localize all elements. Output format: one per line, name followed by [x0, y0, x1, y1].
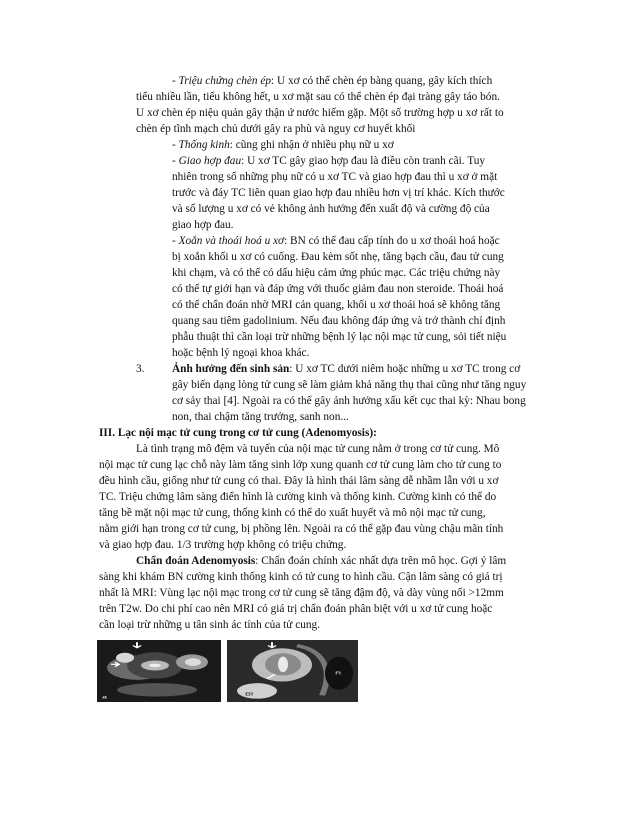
paragraph-line: có thể tự giới hạn và đáp ứng với thuốc giảm đau non steroide. Thoái hoá	[172, 283, 504, 295]
paragraph-line: - Xoắn và thoái hoá u xơ: BN có thể đau cấp tính do u xơ thoái hoá hoặc	[172, 235, 500, 247]
paragraph-line: có thể chẩn đoán nhờ MRI cản quang, khối u xơ thoái hoá sẽ không tăng	[172, 299, 501, 311]
paragraph-line: sàng khi khám BN cường kinh thống kinh có tử cung to hình cầu. Cận lâm sàng có giá trị	[99, 571, 503, 583]
list-number: 3.	[136, 363, 145, 375]
paragraph-line: khi chạm, và có thể có dấu hiệu cảm ứng phúc mạc. Các triệu chứng này	[172, 267, 501, 279]
paragraph-line: Là tình trạng mô đệm và tuyến của nội mạc tử cung nằm ở trong cơ tử cung. Mô	[136, 443, 500, 455]
paragraph-line: - Triệu chứng chèn ép: U xơ có thể chèn ép bàng quang, gây kích thích	[172, 75, 493, 87]
paragraph-line: TC. Triệu chứng lâm sàng điển hình là cường kinh và thống kinh. Cường kinh có thể do	[99, 491, 497, 503]
paragraph-line: gây biến dạng lòng tử cung sẽ làm giảm khả năng thụ thai cũng như tăng nguy	[172, 379, 527, 391]
section-heading: III. Lạc nội mạc tử cung trong cơ tử cung (Adenomyosis):	[99, 427, 377, 439]
paragraph-line: cơ sảy thai [4]. Ngoài ra có thể gây ảnh hưởng xấu kết cục thai kỳ: Nhau bong	[172, 395, 526, 407]
svg-text:Bl: Bl	[245, 690, 254, 697]
paragraph-line: nội mạc tử cung lạc chỗ này làm tăng sinh lớp xung quanh cơ tử cung làm cho tử cung to	[99, 459, 502, 471]
paragraph-line: U xơ chèn ép niệu quản gây thận ứ nước hiếm gặp. Một số trường hợp u xơ rất to	[136, 107, 504, 119]
paragraph-line: đều hình cầu, giống như tử cung có thai. Đây là hình thái lâm sàng dễ nhầm lẫn với u xơ	[99, 475, 499, 487]
paragraph-line: Ảnh hưởng đến sinh sản: U xơ TC dưới niêm hoặc những u xơ TC trong cơ	[172, 363, 521, 375]
paragraph-line: và giao hợp đau. 1/3 trường hợp không có triệu chứng.	[99, 539, 347, 551]
paragraph-line: phẫu thuật thì cần loại trừ những bệnh lý lạc nội mạc tử cung, sỏi tiết niệu	[172, 331, 507, 343]
paragraph-line: cần loại trừ những u tân sinh ác tính của tử cung.	[99, 619, 321, 631]
paragraph-line: - Thống kinh: cũng ghi nhận ở nhiều phụ nữ u xơ	[172, 139, 394, 151]
paragraph-line: trên T2w. Do chi phí cao nên MRI có giá trị chẩn đoán phân biệt với u xơ tử cung hoặc	[99, 603, 493, 615]
paragraph-line: giao hợp đau.	[172, 219, 234, 231]
paragraph-line: nhiên trong số những phụ nữ có u xơ TC và giao hợp đau thì u xơ ở mặt	[172, 171, 498, 183]
mri-image-right	[227, 640, 358, 702]
paragraph-line: và số lượng u xơ có vẻ không ảnh hưởng đến xuất độ và cường độ của	[172, 203, 490, 215]
svg-text:R: R	[335, 669, 342, 676]
paragraph-line: non, thai chậm tăng trưởng, sanh non...	[172, 411, 349, 423]
paragraph-line: nhất là MRI: Vùng lạc nội mạc trong cơ tử cung sẽ tăng đậm độ, và dày vùng nối >12mm	[99, 587, 504, 599]
paragraph-line: hoặc bệnh lý ngoại khoa khác.	[172, 347, 310, 359]
paragraph-line: nằm giới hạn trong cơ tử cung, bị phồng lên. Ngoài ra có thể gặp đau vùng chậu mãn tính	[99, 523, 504, 535]
paragraph-line: tăng bề mặt nội mạc tử cung, thống kinh có thể do xuất huyết và mô nội mạc tử cung,	[99, 507, 486, 519]
paragraph-line: chèn ép tĩnh mạch chủ dưới gây ra phù và nguy cơ huyết khối	[136, 123, 416, 135]
paragraph-line: trước và đáy TC liên quan giao hợp đau nhiều hơn vị trí khác. Kích thước	[172, 187, 505, 199]
paragraph-line: - Giao hợp đau: U xơ TC gây giao hợp đau là điều còn tranh cãi. Tuy	[172, 155, 486, 167]
mri-image-left	[97, 640, 221, 702]
paragraph-line: quang sau tiêm gadolinium. Nếu đau không đáp ứng và trở thành chỉ định	[172, 315, 506, 327]
paragraph-line: Chẩn đoán Adenomyosis: Chẩn đoán chính xác nhất dựa trên mô học. Gợi ý lâm	[136, 555, 507, 567]
paragraph-line: tiểu nhiều lần, tiểu không hết, u xơ mặt sau có thể chèn ép đại tràng gây táo bón.	[136, 91, 500, 103]
paragraph-line: bị xoắn khối u xơ có cuống. Đau kèm sốt nhẹ, tăng bạch cầu, đau tử cung	[172, 251, 504, 263]
svg-text:a: a	[102, 693, 108, 701]
